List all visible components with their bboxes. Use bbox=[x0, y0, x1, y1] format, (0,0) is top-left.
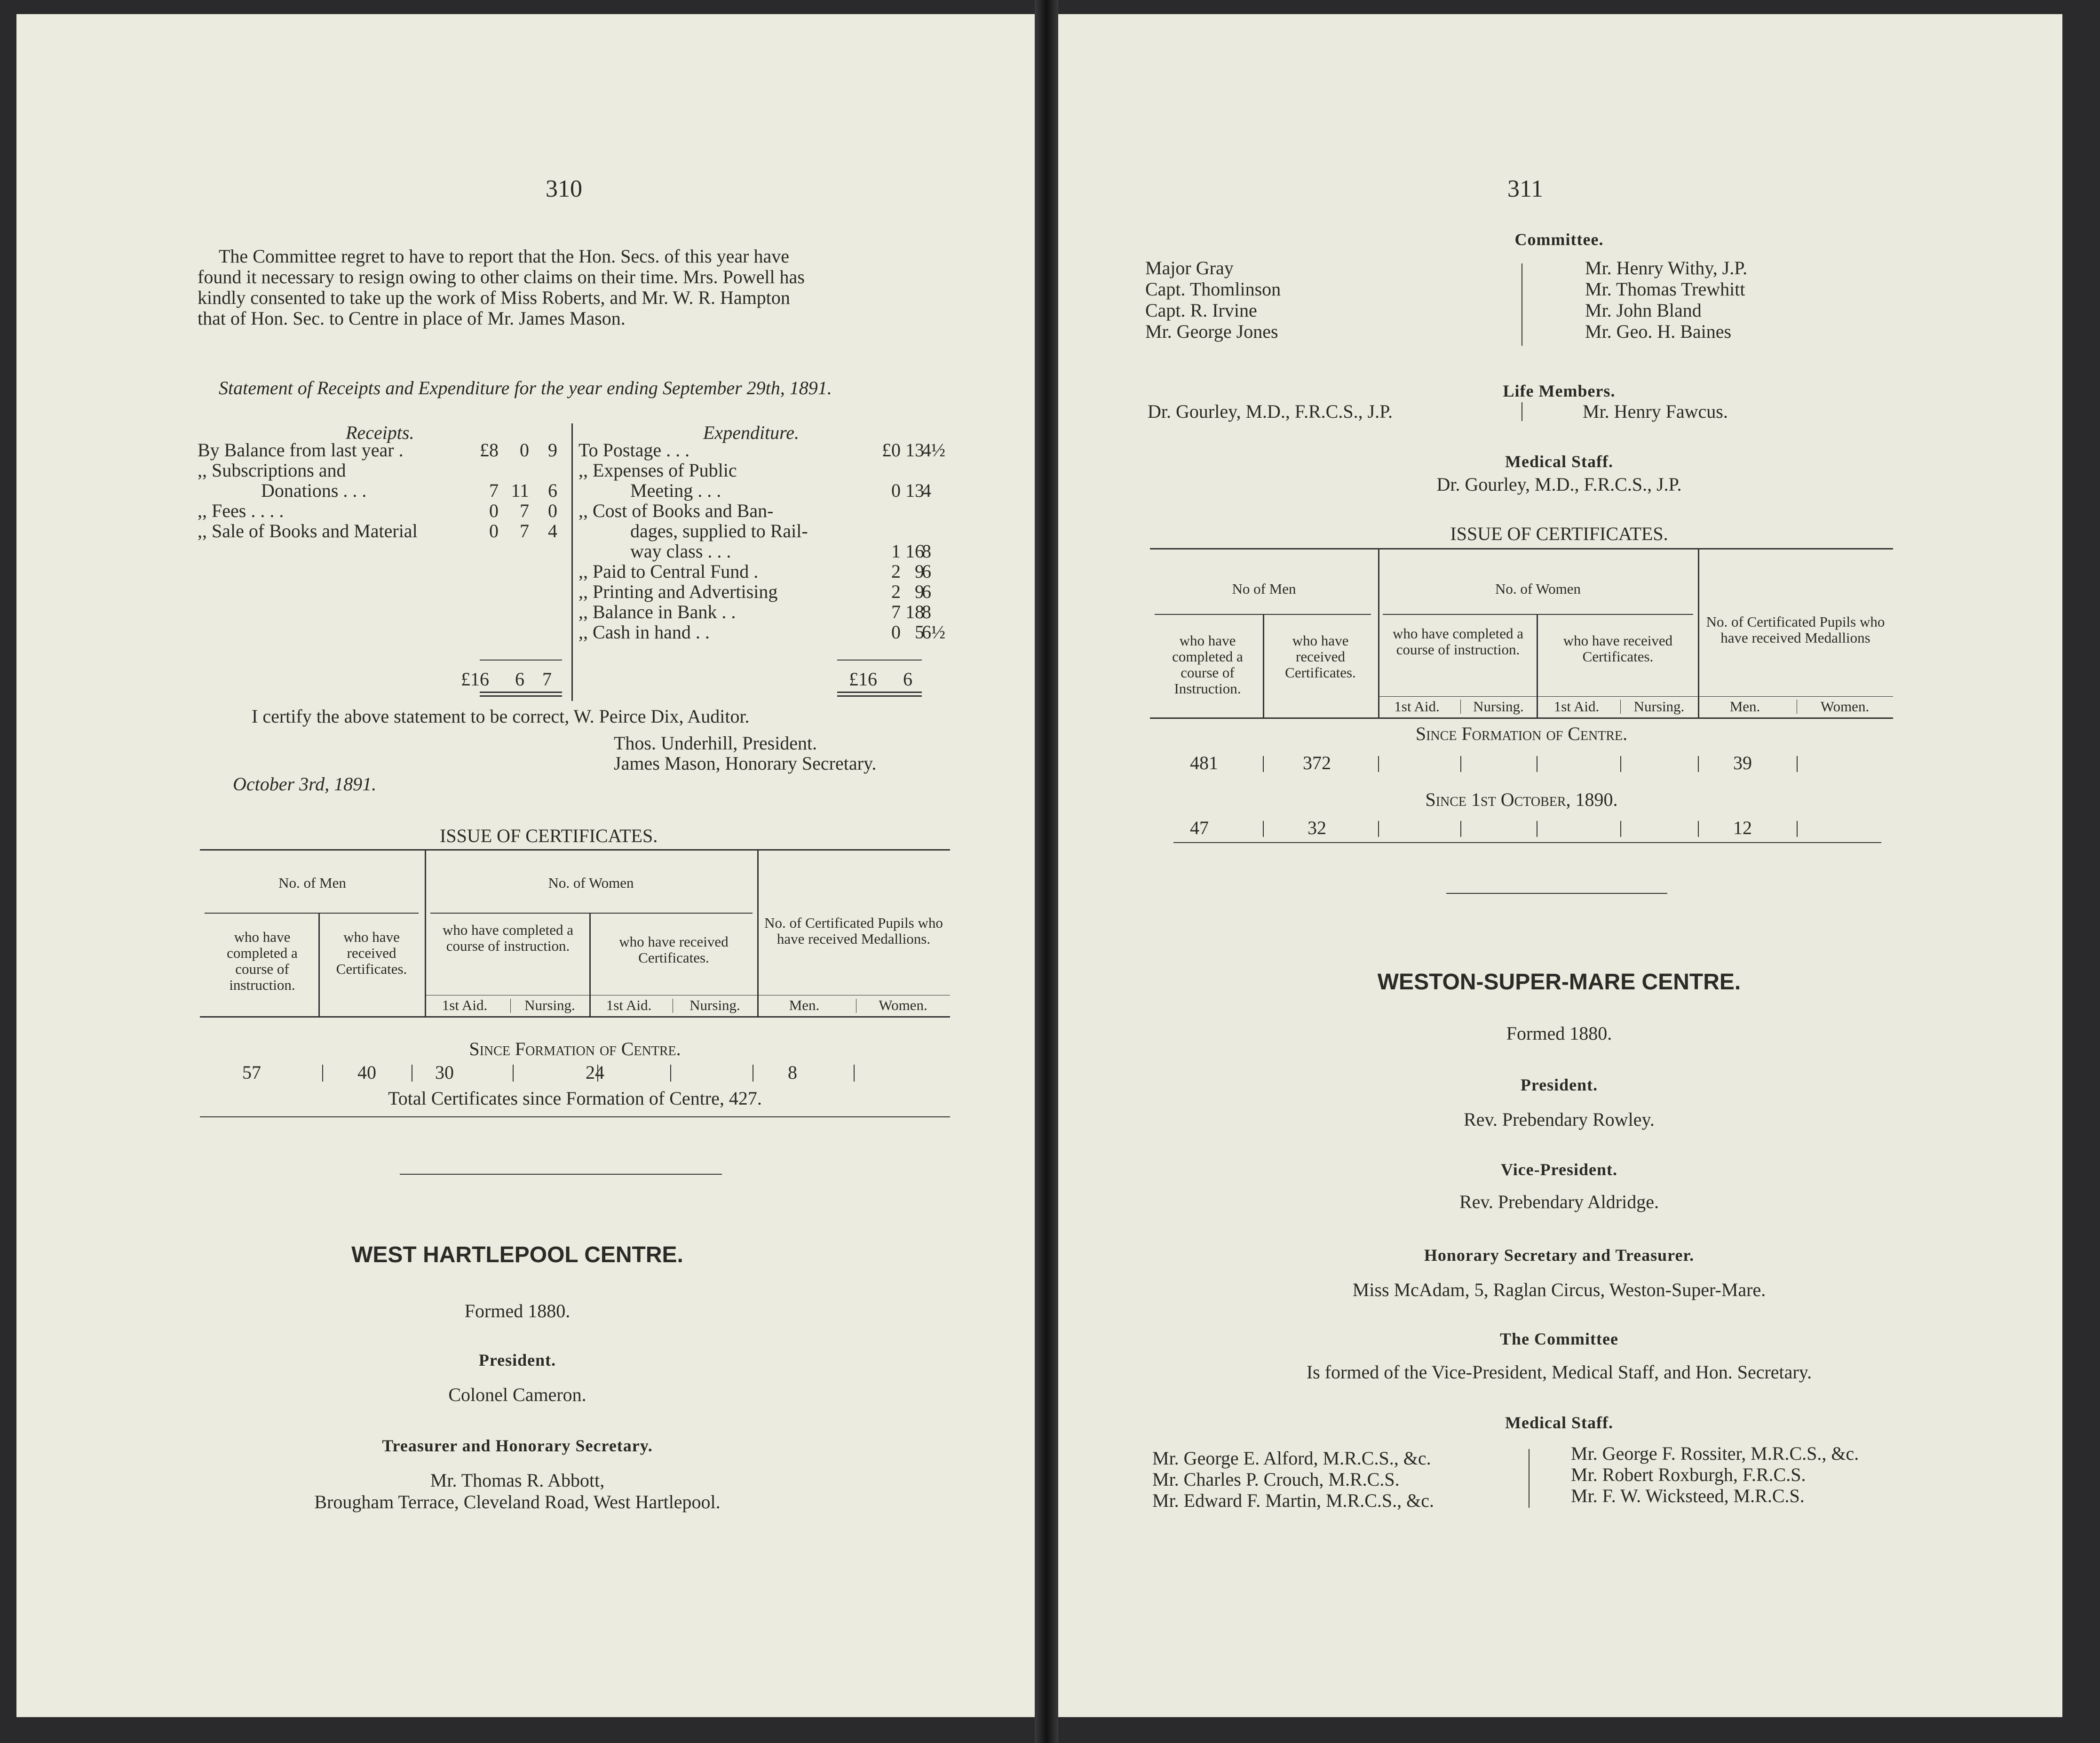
account-label: ,, Cost of Books and Ban- bbox=[578, 500, 774, 521]
intro-line: The Committee regret to have to report that the Hon. Secs. of this year have bbox=[219, 246, 789, 267]
col-completed-men: who have completed a course of instruction. bbox=[227, 929, 298, 993]
cell-separator bbox=[1263, 821, 1264, 837]
account-pounds: 2 bbox=[891, 561, 901, 582]
cell-separator bbox=[597, 1065, 598, 1082]
sub-1st-aid: 1st Aid. bbox=[606, 997, 652, 1013]
table-cell: 8 bbox=[788, 1062, 797, 1083]
account-shillings: 18 bbox=[905, 601, 924, 622]
cell-separator bbox=[1378, 756, 1379, 772]
sub-1st-aid: 1st Aid. bbox=[442, 997, 488, 1013]
table-cell: 30 bbox=[435, 1062, 454, 1083]
account-label: By Balance from last year . bbox=[198, 439, 404, 461]
account-label: ,, Fees . . . . bbox=[198, 500, 284, 521]
intro-line: that of Hon. Sec. to Centre in place of Mr. James Mason. bbox=[198, 308, 626, 329]
table-rule bbox=[1383, 614, 1693, 615]
table-top-rule bbox=[200, 849, 950, 851]
men-header: No of Men bbox=[1232, 581, 1296, 597]
account-pence: 0 bbox=[548, 500, 557, 521]
committee-member: Capt. Thomlinson bbox=[1145, 279, 1281, 300]
account-pence: 6 bbox=[922, 561, 931, 582]
cell-separator bbox=[1378, 821, 1379, 837]
intro-line: kindly consented to take up the work of Miss Roberts, and Mr. W. R. Hampton bbox=[198, 287, 790, 308]
table-rule bbox=[200, 1016, 950, 1018]
women-header: No. of Women bbox=[1495, 581, 1581, 597]
section-divider bbox=[400, 1174, 722, 1175]
sub-nursing: Nursing. bbox=[689, 997, 740, 1013]
table-cell: 40 bbox=[357, 1062, 376, 1083]
committee-heading: The Committee bbox=[1500, 1329, 1618, 1348]
president-heading: President. bbox=[478, 1351, 556, 1369]
table-rule bbox=[430, 913, 753, 914]
committee-heading: Committee. bbox=[1514, 230, 1604, 249]
cell-separator bbox=[1698, 756, 1699, 772]
committee-member: Major Gray bbox=[1145, 257, 1234, 279]
account-shillings: 9 bbox=[915, 581, 924, 602]
section-divider bbox=[1446, 893, 1667, 894]
issue-title: ISSUE OF CERTIFICATES. bbox=[1450, 523, 1668, 544]
account-label: ,, Paid to Central Fund . bbox=[578, 561, 759, 582]
account-pounds: 0 bbox=[891, 480, 901, 501]
total-certificates: Total Certificates since Formation of Centre, 427. bbox=[388, 1088, 762, 1109]
expenditure-subtotal-rule bbox=[837, 660, 922, 661]
account-pounds: £0 bbox=[882, 439, 901, 461]
medical-staff-heading: Medical Staff. bbox=[1505, 452, 1613, 471]
hon-secretary-name: Miss McAdam, 5, Raglan Circus, Weston-Super-Mare. bbox=[1352, 1279, 1766, 1300]
statement-title: Statement of Receipts and Expenditure for the year ending September 29th, 1891. bbox=[219, 377, 832, 398]
page-number: 311 bbox=[1507, 175, 1544, 202]
table-cell: 47 bbox=[1190, 817, 1209, 838]
receipts-total-rule bbox=[480, 692, 562, 693]
receipts-total-l: £16 bbox=[461, 669, 489, 690]
committee-member: Capt. R. Irvine bbox=[1145, 300, 1257, 321]
secretary-signature: James Mason, Honorary Secretary. bbox=[614, 753, 877, 774]
table-rule bbox=[1698, 548, 1699, 717]
account-pounds: 0 bbox=[489, 520, 499, 541]
cell-separator bbox=[1263, 756, 1264, 772]
certificates-table bbox=[1150, 548, 1893, 849]
treasurer-address: Brougham Terrace, Cleveland Road, West Hartlepool. bbox=[314, 1491, 721, 1512]
account-shillings: 13 bbox=[905, 439, 924, 461]
account-pence: 4½ bbox=[922, 439, 945, 461]
account-pounds: 2 bbox=[891, 581, 901, 602]
sub-1st-aid: 1st Aid. bbox=[1394, 698, 1440, 715]
account-pence: 8 bbox=[922, 541, 931, 562]
table-bottom-rule bbox=[1173, 842, 1881, 843]
sub-nursing: Nursing. bbox=[1633, 698, 1685, 715]
sub-women: Women. bbox=[1820, 698, 1870, 715]
receipts-total-rule bbox=[480, 695, 562, 697]
medical-staff-name: Dr. Gourley, M.D., F.R.C.S., J.P. bbox=[1436, 474, 1682, 495]
book-spine bbox=[1035, 0, 1058, 1743]
account-pounds: 0 bbox=[891, 621, 901, 643]
account-pence: 6 bbox=[548, 480, 557, 501]
medical-staff-member: Mr. Charles P. Crouch, M.R.C.S. bbox=[1152, 1469, 1400, 1490]
account-pence: 6½ bbox=[922, 621, 945, 643]
cell-separator bbox=[322, 1065, 323, 1082]
col-completed-women: who have completed a course of instruction. bbox=[1392, 625, 1524, 658]
expenditure-total-s: 6 bbox=[903, 669, 912, 690]
president-name: Colonel Cameron. bbox=[448, 1384, 586, 1405]
auditor-certification: I certify the above statement to be correct, W. Peirce Dix, Auditor. bbox=[252, 706, 750, 727]
account-pounds: 0 bbox=[489, 500, 499, 521]
table-rule bbox=[318, 913, 320, 1016]
committee-member: Mr. John Bland bbox=[1585, 300, 1702, 321]
account-shillings: 0 bbox=[520, 439, 529, 461]
account-pence: 6 bbox=[922, 581, 931, 602]
account-pence: 4 bbox=[548, 520, 557, 541]
page-number: 310 bbox=[546, 175, 582, 202]
medical-staff-member: Mr. F. W. Wicksteed, M.R.C.S. bbox=[1571, 1485, 1805, 1506]
sub-women: Women. bbox=[879, 997, 927, 1013]
committee-member: Mr. Geo. H. Baines bbox=[1585, 321, 1732, 342]
committee-member: Mr. George Jones bbox=[1145, 321, 1278, 342]
expenditure-total-rule bbox=[837, 695, 922, 697]
life-member: Dr. Gourley, M.D., F.R.C.S., J.P. bbox=[1148, 401, 1393, 422]
committee-member: Mr. Thomas Trewhitt bbox=[1585, 279, 1745, 300]
treasurer-heading: Treasurer and Honorary Secretary. bbox=[382, 1436, 653, 1455]
receipts-subtotal-rule bbox=[480, 660, 562, 661]
cell-separator bbox=[1797, 821, 1798, 837]
medical-staff-member: Mr. George E. Alford, M.R.C.S., &c. bbox=[1152, 1448, 1431, 1469]
table-rule bbox=[1150, 717, 1893, 719]
table-rule bbox=[1378, 696, 1893, 697]
sub-1st-aid: 1st Aid. bbox=[1553, 698, 1600, 715]
medical-staff-heading: Medical Staff. bbox=[1505, 1413, 1613, 1432]
account-shillings: 16 bbox=[905, 541, 924, 562]
left-page bbox=[16, 14, 1035, 1717]
since-october: Since 1st October, 1890. bbox=[1425, 789, 1618, 810]
cell-separator bbox=[670, 1065, 671, 1082]
medical-staff-member: Mr. Robert Roxburgh, F.R.C.S. bbox=[1571, 1464, 1806, 1485]
account-label: ,, Balance in Bank . . bbox=[578, 601, 736, 622]
receipts-total-s: 6 bbox=[515, 669, 524, 690]
hon-secretary-heading: Honorary Secretary and Treasurer. bbox=[1424, 1246, 1695, 1265]
table-top-rule bbox=[1150, 548, 1893, 549]
expenditure-total-rule bbox=[837, 692, 922, 693]
formed-year: Formed 1880. bbox=[1506, 1023, 1612, 1044]
centre-title: WESTON-SUPER-MARE CENTRE. bbox=[1377, 970, 1741, 995]
col-completed-men: who have completed a course of Instruction. bbox=[1172, 632, 1243, 697]
table-rule bbox=[757, 849, 759, 1016]
account-label: dages, supplied to Rail- bbox=[630, 520, 808, 541]
cell-separator bbox=[513, 1065, 514, 1082]
statement-date: October 3rd, 1891. bbox=[233, 773, 377, 795]
president-heading: President. bbox=[1520, 1075, 1598, 1094]
account-shillings: 5 bbox=[915, 621, 924, 643]
committee-text: Is formed of the Vice-President, Medical Staff, and Hon. Secretary. bbox=[1306, 1361, 1812, 1383]
account-label: ,, Expenses of Public bbox=[578, 460, 737, 481]
account-pence: 8 bbox=[922, 601, 931, 622]
account-divider bbox=[571, 423, 573, 701]
expenditure-total-l: £16 bbox=[849, 669, 877, 690]
medical-staff-member: Mr. Edward F. Martin, M.R.C.S., &c. bbox=[1152, 1490, 1434, 1511]
treasurer-name: Mr. Thomas R. Abbott, bbox=[430, 1470, 605, 1491]
table-rule bbox=[425, 849, 426, 1016]
account-pounds: 7 bbox=[489, 480, 499, 501]
since-formation: Since Formation of Centre. bbox=[469, 1038, 681, 1059]
account-pounds: 7 bbox=[891, 601, 901, 622]
col-received-women: who have received Certificates. bbox=[1563, 632, 1673, 665]
sub-nursing: Nursing. bbox=[524, 997, 575, 1013]
account-label: ,, Subscriptions and bbox=[198, 460, 346, 481]
table-cell: 24 bbox=[586, 1062, 604, 1083]
president-name: Rev. Prebendary Rowley. bbox=[1464, 1109, 1655, 1130]
table-cell: 39 bbox=[1733, 752, 1752, 773]
table-bottom-rule bbox=[200, 1116, 950, 1117]
life-member: Mr. Henry Fawcus. bbox=[1583, 401, 1728, 422]
men-header: No. of Men bbox=[278, 875, 346, 891]
centre-title: WEST HARTLEPOOL CENTRE. bbox=[351, 1242, 683, 1267]
account-shillings: 7 bbox=[520, 500, 529, 521]
sub-men: Men. bbox=[1729, 698, 1760, 715]
table-rule bbox=[1263, 614, 1264, 717]
account-label: ,, Cash in hand . . bbox=[578, 621, 710, 643]
committee-member: Mr. Henry Withy, J.P. bbox=[1585, 257, 1748, 279]
certificates-table bbox=[200, 849, 950, 1127]
women-header: No. of Women bbox=[548, 875, 634, 891]
issue-title: ISSUE OF CERTIFICATES. bbox=[440, 825, 658, 846]
account-label: way class . . . bbox=[630, 541, 731, 562]
vice-president-name: Rev. Prebendary Aldridge. bbox=[1459, 1191, 1659, 1212]
receipts-heading: Receipts. bbox=[346, 422, 414, 443]
account-pounds: 1 bbox=[891, 541, 901, 562]
since-formation: Since Formation of Centre. bbox=[1415, 723, 1628, 744]
account-label: To Postage . . . bbox=[578, 439, 690, 461]
cell-separator bbox=[1620, 821, 1621, 837]
table-rule bbox=[205, 913, 419, 914]
col-completed-women: who have completed a course of instruction. bbox=[442, 922, 574, 954]
cell-separator bbox=[1797, 756, 1798, 772]
president-signature: Thos. Underhill, President. bbox=[614, 732, 817, 754]
table-cell: 32 bbox=[1308, 817, 1326, 838]
account-label: ,, Printing and Advertising bbox=[578, 581, 778, 602]
table-rule bbox=[1378, 548, 1379, 717]
sub-men: Men. bbox=[789, 997, 820, 1013]
medical-staff-member: Mr. George F. Rossiter, M.R.C.S., &c. bbox=[1571, 1443, 1859, 1464]
account-shillings: 11 bbox=[511, 480, 529, 501]
table-cell: 481 bbox=[1190, 752, 1218, 773]
cell-separator bbox=[1460, 756, 1461, 772]
cell-separator bbox=[1460, 821, 1461, 837]
expenditure-heading: Expenditure. bbox=[703, 422, 800, 443]
account-pence: 4 bbox=[922, 480, 931, 501]
col-received-men: who have received Certificates. bbox=[1285, 632, 1356, 681]
table-cell: 372 bbox=[1303, 752, 1331, 773]
account-label: Meeting . . . bbox=[630, 480, 721, 501]
receipts-total-d: 7 bbox=[542, 669, 552, 690]
col-received-men: who have received Certificates. bbox=[336, 929, 407, 977]
account-shillings: 9 bbox=[915, 561, 924, 582]
account-shillings: 7 bbox=[520, 520, 529, 541]
table-cell: 12 bbox=[1733, 817, 1752, 838]
account-shillings: 13 bbox=[905, 480, 924, 501]
cell-separator bbox=[1620, 756, 1621, 772]
col-medallions: No. of Certificated Pupils who have received Medallions. bbox=[764, 915, 943, 947]
cell-separator bbox=[1698, 821, 1699, 837]
formed-year: Formed 1880. bbox=[464, 1300, 571, 1321]
sub-nursing: Nursing. bbox=[1473, 698, 1524, 715]
cell-separator bbox=[854, 1065, 855, 1082]
intro-line: found it necessary to resign owing to other claims on their time. Mrs. Powell has bbox=[198, 266, 805, 287]
vice-president-heading: Vice-President. bbox=[1501, 1160, 1617, 1179]
col-received-women: who have received Certificates. bbox=[619, 933, 729, 966]
account-label: ,, Sale of Books and Material bbox=[198, 520, 418, 541]
life-members-heading: Life Members. bbox=[1503, 382, 1616, 400]
account-pounds: £8 bbox=[480, 439, 499, 461]
table-cell: 57 bbox=[242, 1062, 261, 1083]
account-pence: 9 bbox=[548, 439, 557, 461]
right-page bbox=[1058, 14, 2062, 1717]
col-medallions: No. of Certificated Pupils who have received Medallions bbox=[1706, 613, 1885, 646]
account-label: Donations . . . bbox=[261, 480, 367, 501]
